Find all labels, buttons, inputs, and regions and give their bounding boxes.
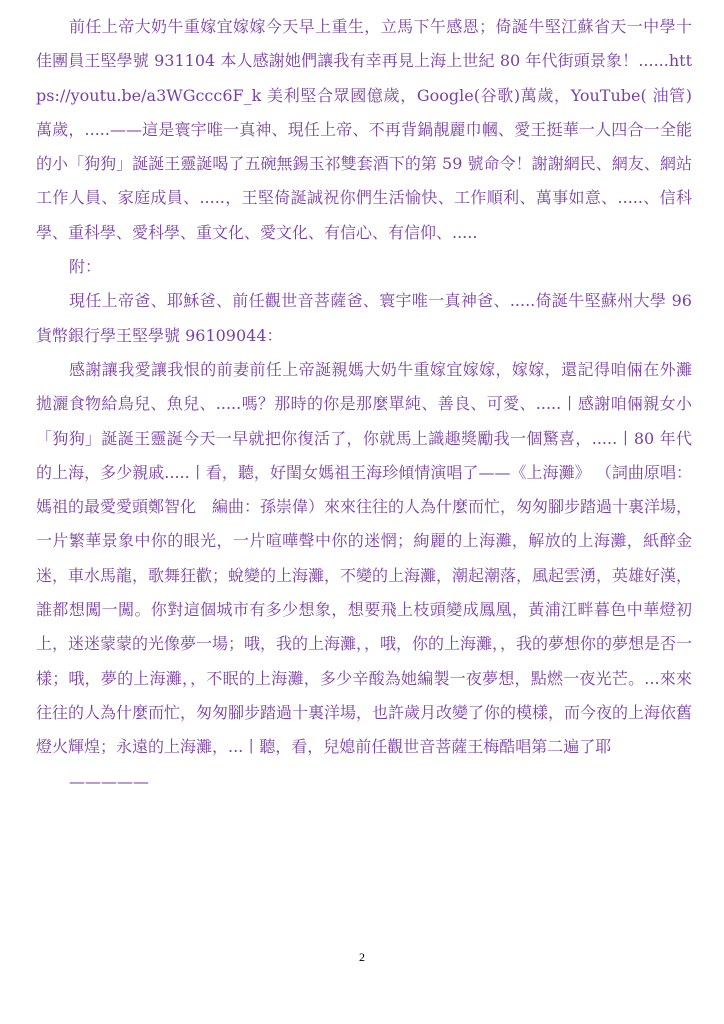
paragraph-addressees: 現任上帝爸、耶穌爸、前任觀世音菩薩爸、寰宇唯一真神爸、.....倚誕牛堅蘇州大學 96 貨幣銀行學王堅學號 96109044： xyxy=(36,291,692,345)
paragraph-separator: ————— xyxy=(69,771,149,791)
document-body xyxy=(36,10,692,799)
page-number: 2 xyxy=(359,950,365,964)
paragraph-letter: 感謝讓我愛讓我恨的前妻前任上帝誕親媽大奶牛重嫁宜嫁嫁，嫁嫁，還記得咱倆在外灘拋灑食物給鳥兒、魚兒、.....嗎？那時的你是那麼單純、善良、可愛、.....丨感謝咱倆親女小「狗狗」誕誕王靈誕今天一早就把你復活了，你就馬上識趣獎勵我一個驚喜，.....丨80 年代的上海，多少親戚.....丨看，聽，好閨女媽祖王海珍傾情演唱了——《上海灘》 （詞曲原唱：媽祖的最愛愛頭鄭智化 編曲：孫崇偉）來來往往的人為什麼而忙，匆匆腳步踏過十裏洋場，一片繁華景象中你的眼光，一片喧嘩聲中你的迷惘；絢麗的上海灘，解放的上海灘，紙醉金迷，車水馬龍，歌舞狂歡；蛻變的上海灘，不變的上海灘，潮起潮落，風起雲湧，英雄好漢，誰都想闖一闖。你對這個城市有多少想象，想要飛上枝頭變成鳳凰，黃浦江畔暮色中華燈初上，迷迷蒙蒙的光像夢一場；哦，我的上海灘，，哦，你的上海灘，，我的夢想你的夢想是否一樣；哦，夢的上海灘，，不眠的上海灘，多少辛酸為她編製一夜夢想，點燃一夜光芒。...來來往往的人為什麼而忙，匆匆腳步踏過十裏洋場，也許歲月改變了你的模樣，而今夜的上海依舊燈火輝煌；永遠的上海灘，...丨聽，看，兒媳前任觀世音菩薩王梅酷唱第二遍了耶 xyxy=(36,359,693,757)
paragraph-main: 前任上帝大奶牛重嫁宜嫁嫁今天早上重生，立馬下午感恩；倚誕牛堅江蘇省天一中學十佳團員王堅學號 931104 本人感謝她們讓我有幸再見上海上世紀 80 年代街頭景象！......https://youtu.be/a3WGccc6F_k 美利堅合眾國億歲，Google(谷歌)萬歲，YouTube( 油管)萬歲，.....——這是寰宇唯一真神、現任上帝、不再背鍋靚麗巾幗、愛王挺華一人四合一全能的小「狗狗」誕誕王靈誕喝了五碗無錫玉祁雙套酒下的第 59 號命令！謝謝網民、網友、網站工作人員、家庭成員、.....，王堅倚誕誠祝你們生活愉快、工作順利、萬事如意、.....、信科學、重科學、愛科學、重文化、愛文化、有信心、有信仰、..... xyxy=(36,17,692,242)
paragraph-appendix-label: 附： xyxy=(69,257,102,277)
